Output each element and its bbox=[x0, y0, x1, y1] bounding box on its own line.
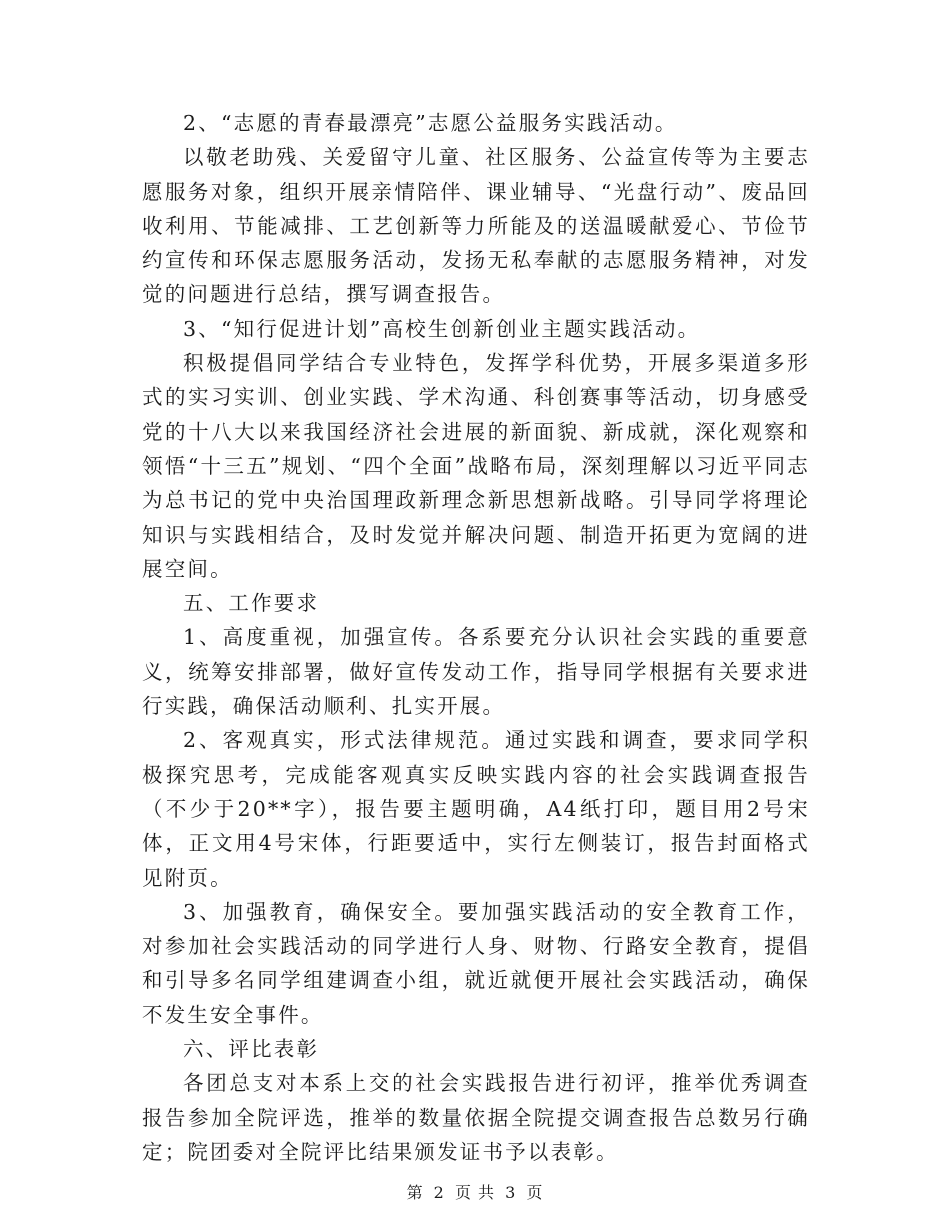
evaluation-body: 各团总支对本系上交的社会实践报告进行初评，推举优秀调查报告参加全院评选，推举的数量依据全院提交调查报告总数另行确定；院团委对全院评比结果颁发证书予以表彰。 bbox=[142, 1071, 810, 1164]
section-heading-work-requirements: 五、工作要求 bbox=[183, 591, 320, 616]
total-pages-number: 3 bbox=[505, 1183, 517, 1202]
section-item-2-body: 以敬老助残、关爱留守儿童、社区服务、公益宣传等为主要志愿服务对象，组织开展亲情陪伴、课业辅导、“光盘行动”、废品回收利用、节能减排、工艺创新等力所能及的送温暖献爱心、节俭节约宣传和环保志愿服务活动，发扬无私奉献的志愿服务精神，对发觉的问题进行总结，撰写调查报告。 bbox=[142, 145, 810, 307]
requirement-3: 3、加强教育，确保安全。要加强实践活动的安全教育工作，对参加社会实践活动的同学进行人身、财物、行路安全教育，提倡和引导多名同学组建调查小组，就近就便开展社会实践活动，确保不发生安全事件。 bbox=[142, 899, 810, 1027]
section-item-2-title: 2、“志愿的青春最漂亮”志愿公益服务实践活动。 bbox=[183, 111, 678, 135]
requirement-1: 1、高度重视，加强宣传。各系要充分认识社会实践的重要意义，统筹安排部署，做好宣传发动工作，指导同学根据有关要求进行实践，确保活动顺利、扎实开展。 bbox=[142, 625, 810, 719]
document-body bbox=[142, 106, 810, 1169]
current-page-number: 2 bbox=[433, 1183, 445, 1202]
page-label-prefix: 第 bbox=[406, 1183, 424, 1202]
requirement-2: 2、客观真实，形式法律规范。通过实践和调查，要求同学积极探究思考，完成能客观真实反映实践内容的社会实践调查报告（不少于20**字），报告要主题明确，A4纸打印，题目用2号宋体，正文用4号宋体，行距要适中，实行左侧装订，报告封面格式见附页。 bbox=[142, 728, 810, 890]
page-label-suffix: 页 bbox=[526, 1183, 544, 1202]
section-heading-evaluation: 六、评比表彰 bbox=[183, 1037, 320, 1062]
section-item-3-title: 3、“知行促进计划”高校生创新创业主题实践活动。 bbox=[183, 316, 701, 341]
page-footer bbox=[0, 1180, 950, 1203]
section-item-3-body: 积极提倡同学结合专业特色，发挥学科优势，开展多渠道多形式的实习实训、创业实践、学术沟通、科创赛事等活动，切身感受党的十八大以来我国经济社会进展的新面貌、新成就，深化观察和领悟“十三五”规划、“四个全面”战略布局，深刻理解以习近平同志为总书记的党中央治国理政新理念新思想新战略。引导同学将理论知识与实践相结合，及时发觉并解决问题、制造开拓更为宽阔的进展空间。 bbox=[142, 351, 810, 581]
page-label-mid: 页 共 bbox=[454, 1183, 496, 1202]
